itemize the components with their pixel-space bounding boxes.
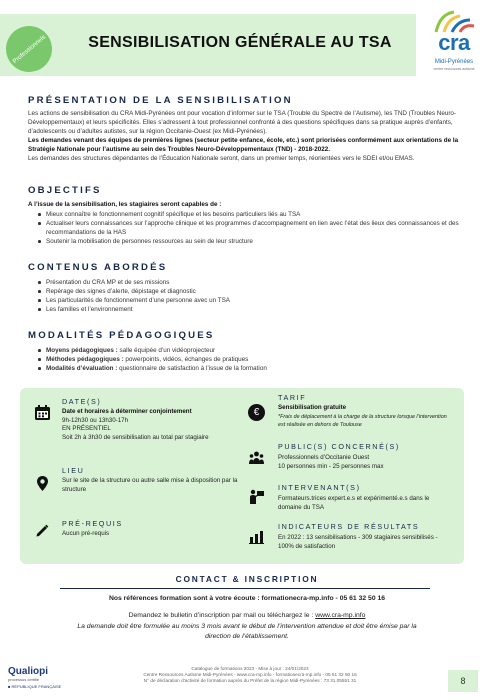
modalite-text: powerpoints, vidéos, échanges de pratiques <box>123 356 249 363</box>
tarif-note: *Frais de déplacement à la charge de la structure lorsque l’intervention est réalisée en dehors de Toulouse <box>278 413 447 428</box>
website-link[interactable]: www.cra-mp.info <box>315 612 366 619</box>
page-number: 8 <box>448 670 478 692</box>
lieu-label: LIEU <box>62 466 85 475</box>
footer-line-2: Centre Ressources Autisme Midi-Pyrénées - www.cra-mp.info - formationecra-mp.info - 05 61 32 50 16 <box>143 672 357 678</box>
prerequis-label: PRÉ-REQUIS <box>62 519 123 528</box>
qualiopi-logo <box>8 666 61 689</box>
objectifs-heading: OBJECTIFS <box>28 185 102 196</box>
dates-duration: Soit 2h à 3h30 de sensibilisation au total par stagiaire <box>62 433 209 441</box>
modalite-text: salle équipée d’un vidéoprojecteur <box>117 347 216 354</box>
page-title: SENSIBILISATION GÉNÉRALE AU TSA <box>88 34 392 51</box>
list-item: Actualiser leurs connaissances sur l’approche clinique et les programmes d’accompagnement en lien avec l’état des lieux des connaissances et des recommandations de la HAS <box>38 219 468 237</box>
intervenants-label: INTERVENANT(S) <box>278 483 361 492</box>
republique-francaise: ■ RÉPUBLIQUE FRANÇAISE <box>8 684 62 689</box>
list-item: Repérage des signes d’alerte, dépistage et diagnostic <box>38 287 468 296</box>
footer-line-1: Catalogue de formations 2023 - Mise à jour : 24/01/2023 <box>191 666 309 671</box>
public-label: PUBLIC(S) CONCERNÉ(S) <box>278 442 400 451</box>
dates-text <box>62 408 242 442</box>
modalite-label: Modalités d’évaluation : <box>46 365 118 372</box>
qualiopi-sub: processus certifié <box>8 677 40 682</box>
list-item <box>38 364 468 373</box>
logo-tagline: centre ressources autisme <box>433 67 475 71</box>
speaker-person-icon <box>248 488 265 505</box>
calendar-icon <box>34 404 51 421</box>
list-item: Les particularités de fonctionnement d’une personne avec un TSA <box>38 296 468 305</box>
group-icon <box>248 450 265 467</box>
logo-region: Midi-Pyrénées <box>434 59 474 65</box>
dates-label: DATE(S) <box>62 397 102 406</box>
list-item <box>38 355 468 364</box>
indicateurs-text: En 2022 : 13 sensibilisations - 309 stagiaires sensibilisés - 100% de satisfaction <box>278 534 438 550</box>
tarif-bold: Sensibilisation gratuite <box>278 404 347 411</box>
modalites-heading: MODALITÉS PÉDAGOGIQUES <box>28 330 215 341</box>
lieu-text: Sur le site de la structure ou autre salle mise à disposition par la structure <box>62 477 238 493</box>
audience-badge: Professionnels <box>0 17 61 82</box>
contact-divider <box>60 588 430 589</box>
footer <box>120 666 380 685</box>
tarif-text <box>278 404 454 430</box>
dates-hours: 9h-12h30 ou 13h30-17h <box>62 416 129 424</box>
list-item: Soutenir la mobilisation de personnes ressources au sein de leur structure <box>38 237 468 246</box>
dates-bold: Date et horaires à déterminer conjointement <box>62 408 192 415</box>
presentation-paragraph-2: Les demandes venant des équipes de premières lignes (secteur petite enfance, école, etc.) sont priorisées conformément aux orientations de la Stratégie Nationale pour l’autisme au sein des Troubles Neuro-Développementaux (TND) - 2018-2022. <box>28 136 459 153</box>
qualiopi-name: Qualiopi <box>8 666 48 677</box>
footer-line-3: N° de déclaration d’activité de formation auprès du Préfet de la région Midi-Pyrénées : 73 31 05551 31 <box>143 678 357 684</box>
location-pin-icon <box>34 475 51 492</box>
contenus-heading: CONTENUS ABORDÉS <box>28 262 168 273</box>
tarif-label: TARIF <box>278 393 307 402</box>
modalite-label: Moyens pédagogiques : <box>46 347 118 354</box>
public-line-1: Professionnels d’Occitanie Ouest <box>278 454 370 461</box>
contact-heading: CONTACT & INSCRIPTION <box>175 574 319 584</box>
dates-mode: EN PRÉSENTIEL <box>62 425 111 432</box>
public-text <box>278 454 454 471</box>
intervenants-text: Formateurs.trices expert.e.s et expérimenté.e.s dans le domaine du TSA <box>278 495 430 511</box>
contact-download <box>30 612 464 619</box>
presentation-heading: PRÉSENTATION DE LA SENSIBILISATION <box>28 95 293 106</box>
objectifs-list <box>38 210 468 246</box>
logo-wordmark: cra <box>438 30 470 55</box>
modalite-text: questionnaire de satisfaction à l’issue de la formation <box>117 365 267 372</box>
pencil-icon <box>34 522 51 539</box>
contact-deadline-2: direction de l’établissement. <box>205 633 289 640</box>
list-item: Les familles et l’environnement <box>38 305 468 314</box>
presentation-text <box>28 110 468 163</box>
modalite-label: Méthodes pédagogiques : <box>46 356 124 363</box>
cra-logo <box>422 8 486 80</box>
euro-icon: € <box>248 404 265 421</box>
contact-references: Nos références formation sont à votre écoute : formationecra-mp.info - 05 61 32 50 16 <box>108 595 386 602</box>
public-line-2: 10 personnes min - 25 personnes max <box>278 462 384 470</box>
list-item: Mieux connaître le fonctionnement cognitif spécifique et les besoins particuliers liés au TSA <box>38 210 468 219</box>
contact-download-text: Demandez le bulletin d’inscription par mail ou téléchargez le : <box>128 612 316 619</box>
contenus-list <box>38 278 468 314</box>
indicateurs-label: INDICATEURS DE RÉSULTATS <box>278 522 420 531</box>
contact-deadline: La demande doit être formulée au moins 3 mois avant le début de l’intervention attendue et doit être émise par la <box>77 623 417 630</box>
objectifs-lead: A l’issue de la sensibilisation, les stagiaires seront capables de : <box>28 201 222 208</box>
prerequis-text: Aucun pré-requis <box>62 530 110 537</box>
presentation-paragraph-3: Les demandes des structures dépendantes de l’Éducation Nationale seront, dans un premier temps, réorientées vers le SDEI et/ou EMAS. <box>28 154 415 162</box>
list-item <box>38 346 468 355</box>
chart-icon <box>248 528 265 545</box>
presentation-paragraph-1: Les actions de sensibilisation du CRA Midi-Pyrénées ont pour vocation d’informer sur le TSA (Trouble du Spectre de l’Autisme), les TND (Troubles Neuro-Développementaux) et leurs spécificités. Elles s’adressent à tout professionnel confronté à des questions spécifiques dans sa pratique auprès d’enfants, d’adolescents ou d’adultes autistes, sur la région Occitanie-Ouest (ex Midi-Pyrénées). <box>28 110 457 135</box>
list-item: Présentation du CRA MP et de ses missions <box>38 278 468 287</box>
modalites-list <box>38 346 468 373</box>
